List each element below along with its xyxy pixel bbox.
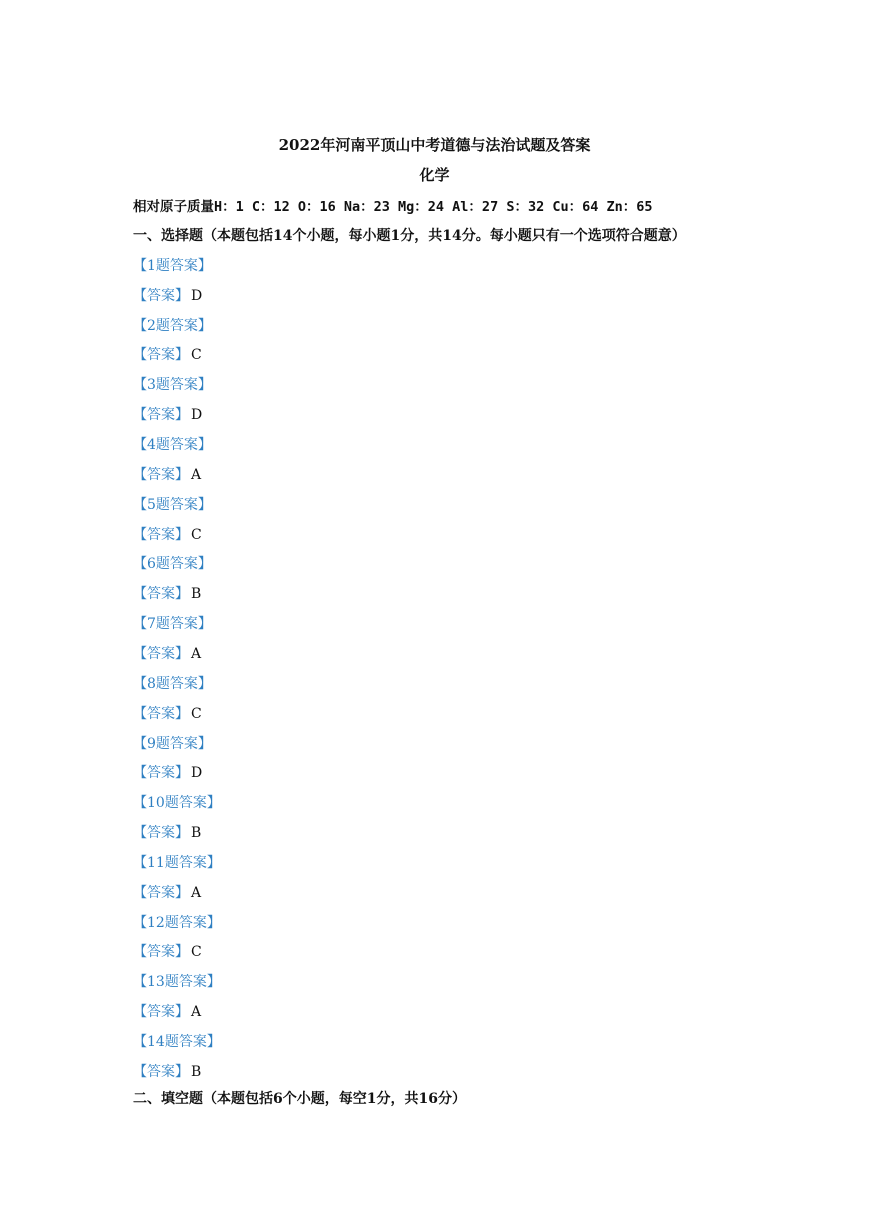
answer-value: B — [191, 586, 202, 603]
answer-line — [133, 524, 202, 544]
answer-line — [133, 1001, 201, 1021]
answer-value: C — [191, 526, 202, 543]
question-answer-item — [133, 971, 733, 1031]
question-label: 【1题答案】 — [133, 258, 212, 274]
answer-line — [133, 822, 201, 842]
question-label: 【6题答案】 — [133, 556, 212, 573]
question-answer-item — [133, 553, 733, 613]
question-answer-item — [133, 673, 733, 733]
answer-prefix: 【答案】 — [133, 705, 189, 722]
question-label: 【8题答案】 — [133, 675, 212, 692]
answer-value: A — [191, 884, 202, 901]
section-2-heading: 二、填空题（本题包括6个小题，每空1分，共16分） — [133, 1091, 466, 1107]
answer-prefix: 【答案】 — [133, 944, 189, 961]
question-label: 【12题答案】 — [133, 914, 221, 931]
answer-prefix: 【答案】 — [133, 884, 189, 901]
question-answer-item — [133, 434, 733, 494]
answer-line — [133, 941, 202, 961]
answer-prefix: 【答案】 — [133, 1004, 189, 1021]
question-label: 【14题答案】 — [133, 1033, 221, 1050]
question-label: 【4题答案】 — [133, 437, 212, 454]
answer-value: C — [191, 944, 202, 961]
question-label: 【2题答案】 — [133, 317, 212, 334]
question-label: 【7题答案】 — [133, 616, 212, 633]
question-label: 【3题答案】 — [133, 377, 212, 394]
answer-line — [133, 583, 201, 603]
answer-value: A — [191, 1004, 202, 1021]
answer-prefix: 【答案】 — [133, 407, 189, 424]
question-answer-item — [133, 733, 733, 793]
answer-value: A — [191, 645, 202, 662]
answer-list — [133, 255, 733, 1091]
question-label: 【13题答案】 — [133, 974, 221, 991]
question-answer-item — [133, 374, 733, 434]
question-label: 【11题答案】 — [133, 854, 221, 871]
answer-line — [133, 344, 202, 364]
answer-value: D — [191, 407, 203, 424]
question-answer-item — [133, 792, 733, 852]
question-answer-item — [133, 494, 733, 554]
question-label: 【10题答案】 — [133, 795, 221, 812]
atomic-masses-line: 相对原子质量H：1 C：12 O：16 Na：23 Mg：24 Al：27 S：32 Cu：64 Zn：65 — [133, 199, 653, 215]
answer-line — [133, 1061, 201, 1081]
question-answer-item — [133, 1031, 733, 1091]
answer-value: D — [191, 765, 203, 782]
answer-line — [133, 464, 201, 484]
answer-value: A — [191, 466, 202, 483]
answer-prefix: 【答案】 — [133, 526, 189, 543]
answer-prefix: 【答案】 — [133, 824, 189, 841]
question-answer-item — [133, 255, 733, 315]
question-answer-item — [133, 852, 733, 912]
answer-prefix: 【答案】 — [133, 347, 189, 364]
question-answer-item — [133, 613, 733, 673]
answer-prefix: 【答案】 — [133, 1063, 189, 1080]
answer-value: D — [191, 287, 203, 304]
answer-prefix: 【答案】 — [133, 586, 189, 603]
answer-line — [133, 762, 202, 782]
answer-line — [133, 643, 201, 663]
answer-line — [133, 404, 202, 424]
question-answer-item — [133, 912, 733, 972]
answer-prefix: 【答案】 — [133, 287, 189, 304]
subject-heading: 化学 — [419, 166, 450, 184]
document-title: 2022年河南平顶山中考道德与法治试题及答案 — [278, 136, 591, 154]
answer-value: B — [191, 824, 202, 841]
question-answer-item — [133, 315, 733, 375]
answer-prefix: 【答案】 — [133, 645, 189, 662]
answer-prefix: 【答案】 — [133, 466, 189, 483]
answer-value: B — [191, 1063, 202, 1080]
answer-value: C — [191, 347, 202, 364]
answer-line — [133, 882, 201, 902]
question-label: 【5题答案】 — [133, 496, 212, 513]
answer-line — [133, 285, 202, 305]
answer-line — [133, 703, 202, 723]
answer-prefix: 【答案】 — [133, 765, 189, 782]
section-1-heading: 一、选择题（本题包括14个小题，每小题1分，共14分。每小题只有一个选项符合题意） — [133, 228, 686, 244]
answer-value: C — [191, 705, 202, 722]
question-label: 【9题答案】 — [133, 735, 212, 752]
